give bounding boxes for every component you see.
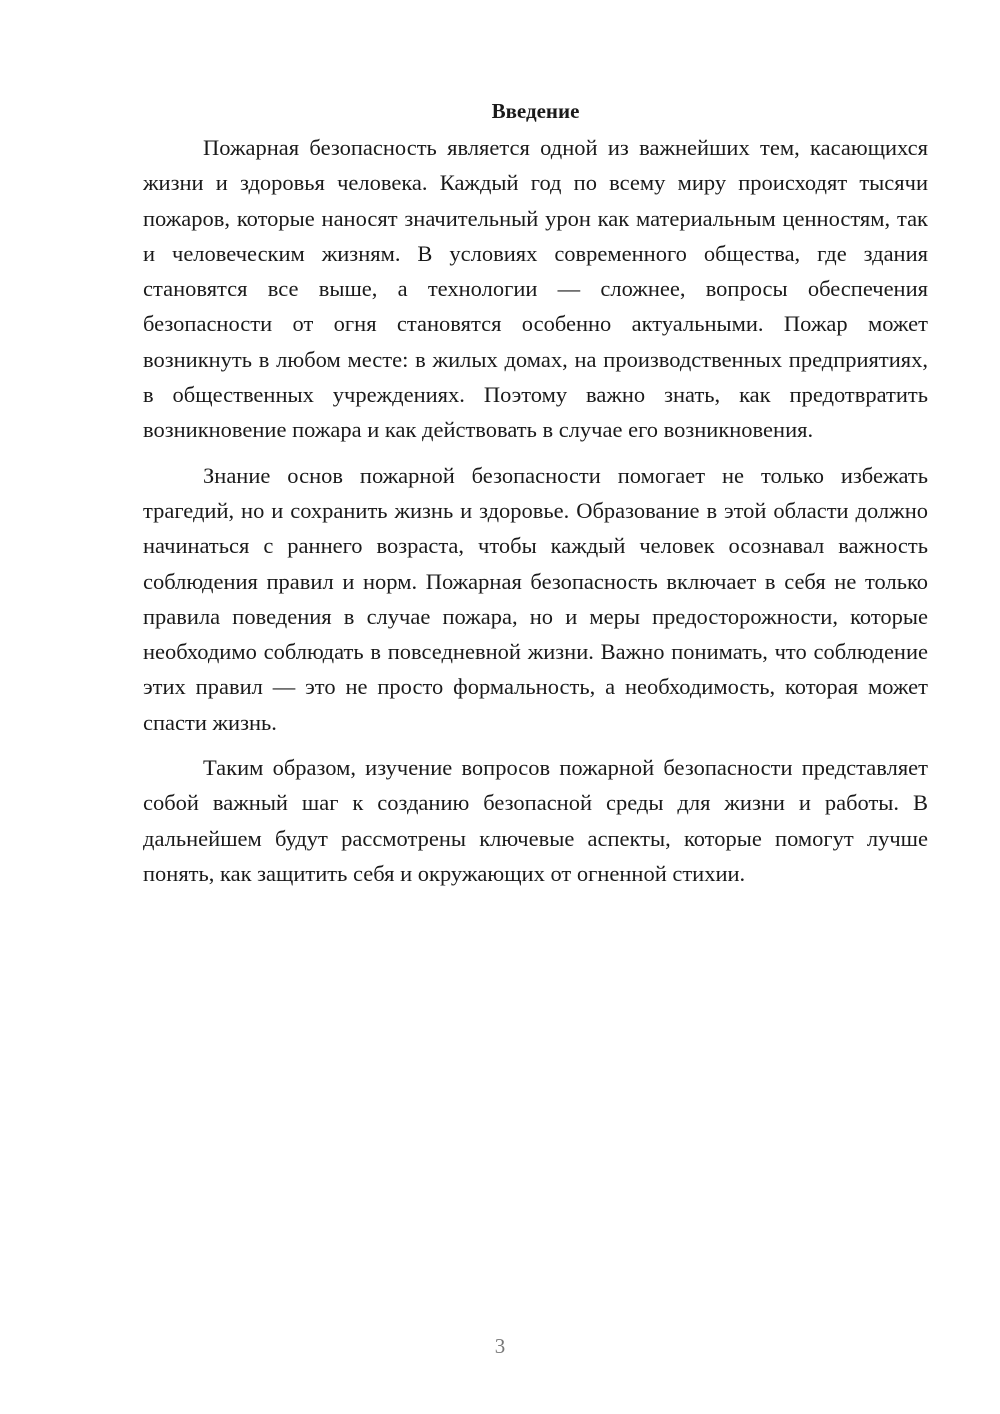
page-number: 3 [494, 1334, 506, 1358]
section-heading: Введение [491, 99, 580, 123]
document-page [143, 96, 928, 901]
paragraph-3: Таким образом, изучение вопросов пожарной безопасности представляет собой важный шаг к созданию безопасной среды для жизни и работы. В дальнейшем будут рассмотрены ключевые аспекты, которые помогут лучше понять, как защитить себя и окружающих от огненной стихии. [143, 755, 928, 886]
paragraph-1: Пожарная безопасность является одной из важнейших тем, касающихся жизни и здоровья человека. Каждый год по всему миру происходят тысячи пожаров, которые наносят значительный урон как материальным ценностям, так и человеческим жизням. В условиях современного общества, где здания становятся все выше, а технологии — сложнее, вопросы обеспечения безопасности от огня становятся особенно актуальными. Пожар может возникнуть в любом месте: в жилых домах, на производственных предприятиях, в общественных учреждениях. Поэтому важно знать, как предотвратить возникновение пожара и как действовать в случае его возникновения. [143, 135, 928, 443]
paragraph-2: Знание основ пожарной безопасности помогает не только избежать трагедий, но и сохранить жизнь и здоровье. Образование в этой области должно начинаться с раннего возраста, чтобы каждый человек осознавал важность соблюдения правил и норм. Пожарная безопасность включает в себя не только правила поведения в случае пожара, но и меры предосторожности, которые необходимо соблюдать в повседневной жизни. Важно понимать, что соблюдение этих правил — это не просто формальность, а необходимость, которая может спасти жизнь. [143, 462, 928, 735]
